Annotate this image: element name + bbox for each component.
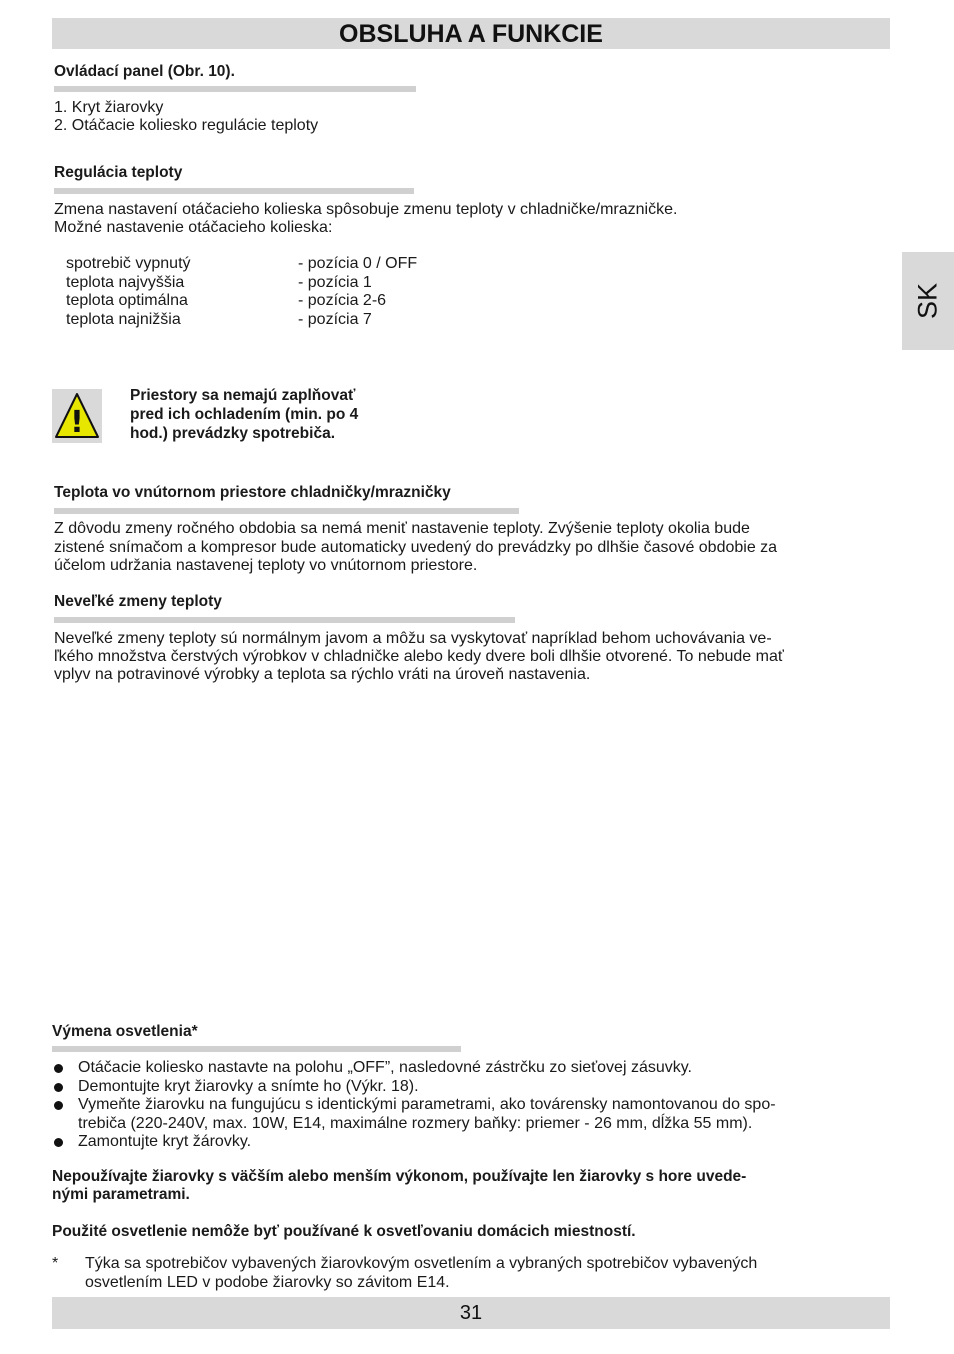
- inner-temp-text: Z dôvodu zmeny ročného obdobia sa nemá meniť nastavenie teploty. Zvýšenie teploty okolia bude: [54, 520, 750, 537]
- warning-symbol: !: [70, 405, 84, 440]
- footnote-text: osvetlením LED v podobe žiarovky so závitom E14.: [85, 1273, 450, 1291]
- inner-temp-text: účelom udržania nastavenej teploty vo vnútornom priestore.: [54, 557, 478, 574]
- setting-label: spotrebič vypnutý: [66, 255, 191, 272]
- heading-rule: [52, 1046, 461, 1052]
- control-panel-item: 2. Otáčacie koliesko regulácie teploty: [54, 117, 319, 134]
- footnote-mark: *: [52, 1255, 59, 1272]
- control-panel-heading: Ovládací panel (Obr. 10).: [54, 63, 235, 80]
- list-item: Otáčacie koliesko nastavte na polohu „OFF”, nasledovné zástrčku zo sieťovej zásuvky.: [52, 1059, 776, 1078]
- settings-row: [66, 255, 417, 274]
- small-changes-text: Neveľké zmeny teploty sú normálnym javom a môžu sa vyskytovať napríklad behom uchovávania ve-: [54, 630, 772, 647]
- inner-temp-heading: Teplota vo vnútornom priestore chladničky/mrazničky: [54, 484, 451, 501]
- language-tab-label: SK: [912, 282, 943, 320]
- setting-value: - pozícia 2-6: [298, 292, 387, 309]
- language-tab: [902, 252, 954, 350]
- temp-regulation-heading: Regulácia teploty: [54, 164, 183, 181]
- setting-value: - pozícia 7: [298, 310, 372, 328]
- warning-line: pred ich ochladením (min. po 4: [130, 406, 359, 423]
- setting-value: - pozícia 0 / OFF: [298, 255, 418, 272]
- list-item: Vymeňte žiarovku na fungujúcu s identickými parametrami, ako továrensky namontovanou do spo-: [52, 1096, 776, 1115]
- page-title: OBSLUHA A FUNKCIE: [52, 18, 890, 49]
- heading-rule: [54, 188, 414, 194]
- small-changes-text: vplyv na potravinové výrobky a teplota sa rýchlo vráti na úroveň nastavenia.: [54, 666, 591, 683]
- control-panel-item: 1. Kryt žiarovky: [54, 99, 164, 116]
- heading-rule: [54, 617, 515, 623]
- setting-label: teplota najnižšia: [66, 310, 181, 328]
- warning-line: hod.) prevádzky spotrebiča.: [130, 425, 335, 442]
- lighting-heading: Výmena osvetlenia*: [52, 1023, 198, 1040]
- warning-line: Priestory sa nemajú zaplňovať: [130, 387, 356, 404]
- settings-row: [66, 274, 417, 293]
- small-changes-heading: Neveľké zmeny teploty: [54, 593, 222, 610]
- settings-row: [66, 292, 417, 311]
- small-changes-text: ľkého množstva čerstvých výrobkov v chladničke alebo kedy dvere boli dlhšie otvorené. To nebude mať: [54, 648, 784, 665]
- settings-list: [66, 255, 417, 329]
- footnote-text: Týka sa spotrebičov vybavených žiarovkovým osvetlením a vybraných spotrebičov vybavených: [85, 1255, 758, 1272]
- heading-rule: [54, 86, 416, 92]
- temp-regulation-text: Zmena nastavení otáčacieho kolieska spôsobuje zmenu teploty v chladničke/mrazničke.: [54, 201, 678, 218]
- lighting-steps: [52, 1059, 776, 1152]
- list-item: Demontujte kryt žiarovky a snímte ho (Výkr. 18).: [52, 1078, 776, 1097]
- setting-label: teplota najvyššia: [66, 273, 185, 291]
- setting-value: - pozícia 1: [298, 273, 372, 291]
- lighting-note: nými parametrami.: [52, 1186, 190, 1203]
- heading-rule: [54, 508, 519, 514]
- warning-icon-box: [52, 389, 102, 443]
- footnote-line: [52, 1255, 757, 1274]
- list-item-continuation: trebiča (220-240V, max. 10W, E14, maximálne rozmery baňky: priemer - 26 mm, dĺžka 55 mm).: [78, 1114, 753, 1132]
- temp-regulation-text: Možné nastavenie otáčacieho kolieska:: [54, 219, 333, 236]
- lighting-note: Použité osvetlenie nemôže byť používané k osvetľovaniu domácich miestností.: [52, 1223, 636, 1240]
- list-item: Zamontujte kryt žárovky.: [52, 1133, 776, 1152]
- setting-label: teplota optimálna: [66, 292, 188, 309]
- warning-text: [130, 386, 358, 443]
- settings-row: [66, 311, 417, 330]
- inner-temp-text: zistené snímačom a kompresor bude automaticky uvedený do prevádzky po dlhšie časové obdobie za: [54, 539, 778, 556]
- warning-triangle-icon: [52, 389, 102, 443]
- footnote: [52, 1255, 757, 1292]
- lighting-note: Nepoužívajte žiarovky s väčším alebo menším výkonom, používajte len žiarovky s hore uvede-: [52, 1168, 747, 1185]
- page-number: 31: [52, 1297, 890, 1329]
